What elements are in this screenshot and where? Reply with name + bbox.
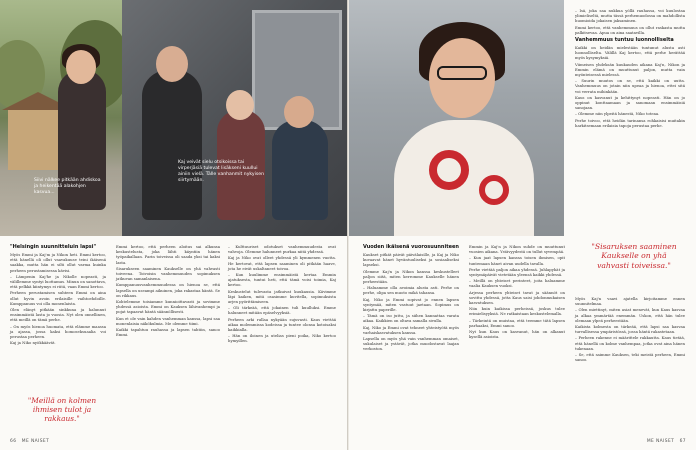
paragraph: Kohtelemme toisiamme kunnioittavasti ja sovimme yhdessä asioista. Emmi on Kauksen lähivanhempi ja pojat tapaavat häntä säännöllisesti. bbox=[116, 299, 220, 315]
paragraph: Kaj, Niko ja Emmi ovat tehneet yhteistyötä myös varhaiskasvatuksen kanssa. bbox=[363, 324, 459, 335]
paragraph: Perhe viettää paljon aikaa yhdessä. Juhlapyhät ja syntymäpäivät vietetään yleensä kaikki yhdessä. bbox=[469, 266, 565, 278]
paragraph: Emmi kertoo, että perheen aloitus sai alkunsa keskustelusta, joka lähti käyntiin hänen työpaikallaan. Parin toiveissa oli saada yksi tai kaksi lasta. bbox=[116, 244, 220, 265]
photo-garden-portrait bbox=[0, 0, 122, 236]
folio bbox=[10, 439, 49, 444]
paragraph: Kaj, Niko ja Emmi sopivat jo ennen lapsen syntymää, miten vastuut jaetaan. Sopimus on kirjattu paperille. bbox=[363, 296, 459, 312]
paragraph: Kaikista kolmesta on tärkeää, että lapsi saa kasvaa turvallisessa ympäristössä, jossa häntä rakastetaan. bbox=[575, 324, 685, 335]
page-number: 67 bbox=[679, 439, 686, 444]
article-column-3 bbox=[228, 244, 336, 345]
paragraph: Emmin ja Kaj'n ja Nikon suhde on muuttunut vuosien aikana. Ystävyydestä on tullut syvempää. bbox=[469, 244, 565, 255]
paragraph: Viimeisen yhdeksän kuukauden aikana Kaj'n, Nikon ja Emmin elämä on muuttunut paljon, mutta vain myönteisessä mielessä. bbox=[575, 61, 685, 77]
paragraph: – Tämä on iso juttu, ja siihen kannattaa varata aikaa. Kaikkien on oltava samalla sivulla. bbox=[363, 313, 459, 324]
paragraph: – Isä, joka saa nukkua yöllä rauhassa, voi kuulostaa ylimieliseltä, mutta tässä perhemuodossa on mahdollista huomioida jokaisen jaksaminen. bbox=[575, 8, 685, 24]
section-heading: "Helsingin suunnitteluin lapsi" bbox=[10, 244, 97, 250]
article-column-1 bbox=[363, 244, 459, 353]
paragraph: – On myös hienoa huomata, että elämme maassa ja ajassa, jossa kaksi homoseksuaalia voi perustaa perheen. bbox=[10, 323, 106, 339]
paragraph: Kumppanuusvanhemmuudessa on hienoa se, että lapsella on useampi aikuinen, joka rakastaa häntä. Se on rikkaus. bbox=[116, 282, 220, 298]
paragraph: – Oli tärkeää, että jokainen tuli kuulluksi. Emme halunneet mitään epäselvyyksiä. bbox=[228, 305, 336, 316]
photo-portrait bbox=[349, 0, 564, 236]
paragraph: – Hän on iloinen ja utelias pieni poika, Niko kertoo hymyillen. bbox=[228, 333, 336, 344]
paragraph: – Suurin muutos on se, että kaikki on uutta. Vanhemmuus on jotain niin upeaa ja hienoa, ettei sitä voi verrata mihinkään. bbox=[575, 78, 685, 94]
pull-quote: "Sisaruksen saaminen Kaukselle on yhä vahvasti toiveissa." bbox=[591, 242, 677, 270]
section-heading: Vuoden ikäisenä vuorosuunniteen bbox=[363, 244, 459, 250]
paragraph: Nyt kun Kaus on kasvanut, hän on alkanut kysellä asioista. bbox=[469, 329, 565, 340]
paragraph: – Kun kuulimme ensimmäistä kertaa Emmin ajatuksesta, tuntui heti, että tämä voisi toimia, Kaj kertoo. bbox=[228, 272, 336, 288]
page-number: 66 bbox=[10, 439, 17, 444]
paragraph: Perheen arki rullaa nykyään sujuvasti. Kaus viettää aikaa molemmissa kodeissa ja tuntee olonsa kotoisaksi kaikkialla. bbox=[228, 316, 336, 333]
paragraph: – Lämpenin Kaj'he ja Nikolle nopeasti, ja välillemme syntyi luottamus. Minun on sanottava, että pelkkä kiintymys ei riitä, vaan Emmi kertoo. bbox=[10, 273, 106, 290]
paragraph: – Kulttuuriset odotukset vanhemmuudesta ovat vahvoja. Olemme halunneet purkaa niitä yhdessä. bbox=[228, 244, 336, 255]
paragraph: – Kun jaat lapsen kanssa toisen ihmisen, opit tuntemaan hänet aivan uudella tavalla. bbox=[469, 255, 565, 266]
paragraph: Keskustelut tulevasta jatkuivat kuukausia. Kävimme läpi kaiken, mitä osasimme kuvitella, sopimuksista arjen pyörittämiseen. bbox=[228, 288, 336, 305]
running-head: ME NAISET bbox=[21, 439, 50, 444]
right-page bbox=[348, 0, 696, 450]
paragraph: Emmi kertoo, että vanhemmuus on ollut raskasta mutta palkitsevaa. Apua on aina saatavilla. bbox=[575, 24, 685, 35]
paragraph: Sisarukseen saaminen Kaukselle on yhä vahvasti toiveena. Toivoisin vanhemmuuden sopimuksen jatkuvan samanlaisena. bbox=[116, 265, 220, 282]
photo-caption: Kaj veivät sielu otsikoissa tai virperjäsiä tulevat lisäkseni kuullui ainiin vielä. Tälle vanhanmit nykyisen siirtymään. bbox=[178, 160, 265, 183]
paragraph: Myös Kaj'n vaavi ajatella kirjoitamme ennen suunnitelmaa. bbox=[575, 296, 685, 307]
paragraph: – Olemme niin ylpeitä hänestä, Niko toteaa. bbox=[575, 111, 660, 117]
paragraph: Perheen perustamisen suhteen Emmi on aina ollut hyvin avoin erilaisille vaihtoehdoille. Kumppanuus voi olla monenlaista. bbox=[10, 290, 106, 306]
article-column-3 bbox=[575, 8, 685, 129]
folio bbox=[647, 439, 686, 444]
article-column-3-continued bbox=[575, 296, 685, 363]
running-head: ME NAISET bbox=[646, 439, 675, 444]
pull-quote: "Meillä on kolmen ihmisen tulot ja rakkaus." bbox=[27, 396, 97, 423]
paragraph: Kaus on kasvanut ja kehittynyt nopeasti. Hän on jo oppinut konttaamaan ja sanomaan ensimmäisiä sanojaan. bbox=[575, 94, 685, 111]
article-column-2 bbox=[116, 244, 220, 338]
paragraph: Arjessa perheen yhteiset tavat ja säännöt on sovittu yhdessä, jotta Kaus saisi johdonmukaisen kasvatuksen. bbox=[469, 289, 565, 306]
paragraph: Kaukset pitkät päivät päivälaisille, ja Kaj ja Niko kuvaavat hänet hyväntuuliseksi ja sosiaaliseksi lapseksi. bbox=[363, 251, 459, 268]
paragraph: Lapsella on myös yhä vain vanhemman omaiset, sukulaiset ja ystävät, jotka muodostavat laajan verkoston. bbox=[363, 335, 459, 352]
paragraph: – Perheen rakenne ei määrittele rakkautta. Kaus tietää, että hänellä on kolme vanhempaa, jotka ovat aina hänen tukenaan. bbox=[575, 335, 685, 351]
paragraph: Olemme Kaj'n ja Nikon kanssa keskustelleet paljon siitä, miten kerromme Kaukselle hänen perheestään. bbox=[363, 268, 459, 284]
paragraph: Kaj ja Niko ovat olleet yhdessä yli kymmenen vuotta. He kertovat, että lapsen saaminen oli pitkään haave, jota he eivät uskaltaneet toivoa. bbox=[228, 255, 336, 271]
paragraph: Niin kuin kaikissa perheissä, joskus tulee erimielisyyksiä. Ne ratkaistaan keskustelemalla. bbox=[469, 306, 565, 317]
paragraph: – Haluamme olla avoimia alusta asti. Perhe on perhe, olipa sen muoto mikä tahansa. bbox=[363, 285, 459, 296]
paragraph: Kaikki on heidän mielestään tuntunut alusta asti luonnolliselta. Välillä Kaj kertoo, että perhe herättää myös kysymyksiä. bbox=[575, 44, 685, 61]
paragraph: Olen elänyt pitkään sinkkuna ja halunnut ensimmäistä lasta jo vuosia. Nyt olen onnellinen, että meillä on tämä perhe. bbox=[10, 306, 106, 323]
paragraph: Perhe toivoo, että heidän tarinansa rohkaisisi muitakin harkitsemaan erilaisia tapoja perustaa perhe. bbox=[575, 117, 685, 128]
article-column-1 bbox=[10, 244, 106, 346]
paragraph: – Tärkeintä on muistaa, että teemme tätä lapsen parhaaksi, Emmi sanoo. bbox=[469, 317, 565, 328]
paragraph: – Se, että saimme Kauksen, teki meistä perheen, Emmi sanoo. bbox=[575, 352, 685, 363]
paragraph: Kaikki tapahtuu rauhassa ja lapsen tahtiin, sanoo Emmi. bbox=[116, 327, 220, 338]
section-heading: Vanhemmuus tuntuu luonnolliselta bbox=[575, 37, 674, 44]
paragraph: – Meillä on yhteiset perinteet, joita haluamme vaalia Kauksen vuoksi. bbox=[469, 278, 565, 289]
photo-caption: Siivi nälkee pitkään ahdiskoa ja heikentää alakohjen kasvua... bbox=[34, 178, 101, 195]
article-column-2 bbox=[469, 244, 565, 340]
paragraph: – Olen miettinyt, miten asiat menevät, kun Kaus kasvaa ja alkaa ymmärtää enemmän. Uskon, että hän tulee olemaan ylpeä perheestään. bbox=[575, 307, 685, 323]
photo-family bbox=[122, 0, 348, 236]
paragraph: Myös Emmi ja Kaj'm ja Nikon heti. Emmi kertoo, että hänellä oli ollut vaavakuuse teini ikäisenä saakka, mutta hän ei silti ollut varma kuinka perheen perustamisessa kävisi. bbox=[10, 251, 106, 273]
paragraph: Kaj ja Niko nyökkäävät. bbox=[10, 340, 56, 346]
paragraph: Kun et ole vain kahden vanhemman kanssa, lapsi saa monenlaisia näkökulmia. Me olemme tiimi. bbox=[116, 315, 220, 326]
